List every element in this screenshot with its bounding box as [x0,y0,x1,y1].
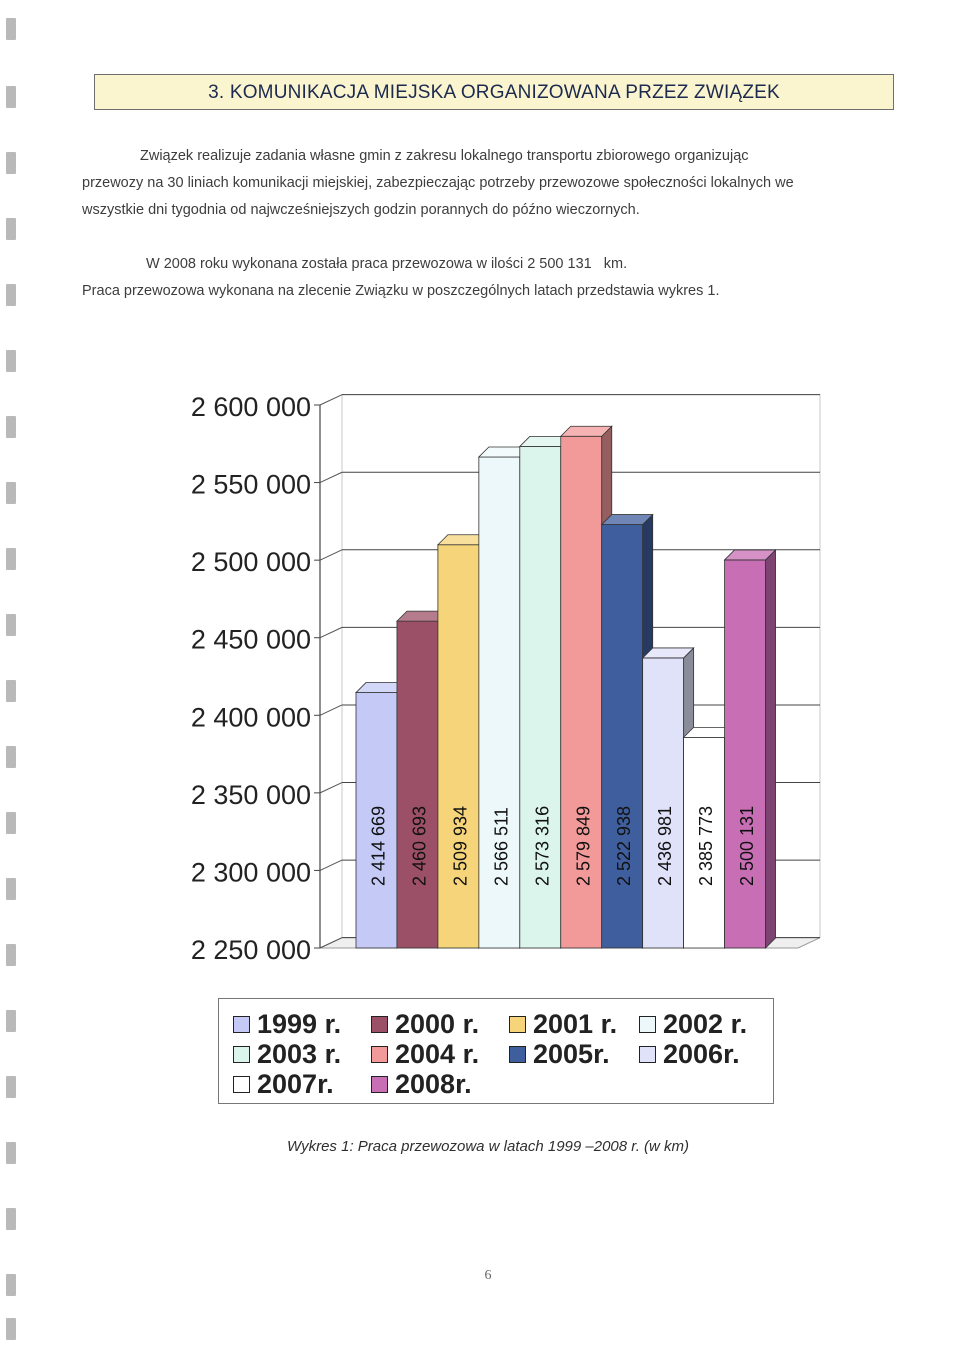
legend-item-2003 [233,1039,341,1070]
legend-swatch-2006 [639,1046,656,1063]
gridline-depth [320,550,342,560]
paragraph-2-line-2: Praca przewozowa wykonana na zlecenie Związku w poszczególnych latach przedstawia wykres 1. [82,283,720,299]
bar-data-label: 2 573 316 [532,805,553,886]
legend-label-1999: 1999 r. [257,1009,342,1039]
binder-hole [6,878,16,900]
legend-swatch-2003 [233,1046,250,1063]
section-title: 3. KOMUNIKACJA MIEJSKA ORGANIZOWANA PRZEZ ZWIĄZEK [208,82,780,103]
legend-swatch-2008 [371,1076,388,1093]
gridline-depth [320,472,342,482]
binder-hole [6,86,16,108]
binder-hole [6,548,16,570]
legend-label-2003: 2003 r. [257,1039,342,1069]
legend-item-2004 [371,1039,479,1070]
bar [438,545,479,948]
y-tick-label: 2 300 000 [190,857,311,888]
legend-item-2001 [509,1009,617,1040]
chart-legend [218,998,774,1104]
binder-hole [6,18,16,40]
y-tick-label: 2 600 000 [190,392,311,423]
legend-swatch-2007 [233,1076,250,1093]
binder-hole [6,1318,16,1340]
binder-hole [6,152,16,174]
y-tick-label: 2 450 000 [190,624,311,655]
bar-data-label: 2 579 849 [573,805,594,886]
bar-data-label: 2 522 938 [614,805,635,886]
legend-item-2000 [371,1009,479,1040]
bar-data-label: 2 509 934 [450,805,471,886]
legend-item-2008 [371,1069,472,1100]
transport-work-bar-chart [180,380,830,980]
legend-label-2004: 2004 r. [395,1039,480,1069]
bar-data-label: 2 566 511 [491,807,512,886]
paragraph-1-line-2: przewozy na 30 liniach komunikacji miejskiej, zabezpieczając potrzeby przewozowe społeczności lokalnych we [82,175,794,191]
binder-hole [6,812,16,834]
legend-swatch-2000 [371,1016,388,1033]
paragraph-1-line-3: wszystkie dni tygodnia od najwcześniejszych godzin porannych do późno wieczornych. [82,202,640,218]
binder-hole [6,1010,16,1032]
bar-side [766,550,776,948]
binder-hole [6,416,16,438]
legend-swatch-1999 [233,1016,250,1033]
binder-hole [6,1076,16,1098]
binder-hole [6,746,16,768]
y-tick-label: 2 250 000 [190,935,311,965]
section-heading-box [94,74,894,110]
legend-item-2007 [233,1069,334,1100]
gridline-depth [320,783,342,793]
legend-label-2002: 2002 r. [663,1009,748,1039]
legend-label-2006: 2006r. [663,1039,740,1069]
y-tick-label: 2 350 000 [190,779,311,810]
y-tick-label: 2 550 000 [190,469,311,500]
paragraph-2-line-1: W 2008 roku wykonana została praca przewozowa w ilości 2 500 131 km. [146,256,628,272]
binder-hole [6,1208,16,1230]
bar [397,621,438,948]
legend-item-2005 [509,1039,610,1070]
page-number: 6 [484,1268,492,1283]
bar-data-label: 2 414 669 [368,805,389,886]
binder-hole [6,218,16,240]
gridline-depth [320,860,342,870]
legend-item-2006 [639,1039,740,1070]
y-tick-label: 2 500 000 [190,547,311,578]
bar-data-label: 2 436 981 [655,805,676,886]
bar [643,658,684,948]
binder-hole [6,944,16,966]
bar [725,560,766,948]
binder-hole [6,680,16,702]
legend-label-2005: 2005r. [533,1039,610,1069]
binder-hole [6,614,16,636]
legend-label-2007: 2007r. [257,1069,334,1099]
bar-data-label: 2 385 773 [696,805,717,886]
gridline-depth [320,705,342,715]
legend-swatch-2005 [509,1046,526,1063]
legend-swatch-2002 [639,1016,656,1033]
legend-item-1999 [233,1009,341,1040]
bar-data-label: 2 500 131 [737,805,758,886]
legend-label-2000: 2000 r. [395,1009,480,1039]
binder-hole [6,284,16,306]
binder-hole [6,482,16,504]
bar-data-label: 2 460 693 [409,805,430,886]
legend-swatch-2004 [371,1046,388,1063]
paragraph-1-line-1: Związek realizuje zadania własne gmin z zakresu lokalnego transportu zbiorowego organizując [140,148,749,164]
gridline-depth [320,627,342,637]
gridline-depth [320,395,342,405]
binder-hole [6,350,16,372]
legend-label-2001: 2001 r. [533,1009,618,1039]
chart-caption: Wykres 1: Praca przewozowa w latach 1999 –2008 r. (w km) [286,1138,690,1155]
legend-swatch-2001 [509,1016,526,1033]
legend-item-2002 [639,1009,747,1040]
y-tick-label: 2 400 000 [190,702,311,733]
legend-label-2008: 2008r. [395,1069,472,1099]
